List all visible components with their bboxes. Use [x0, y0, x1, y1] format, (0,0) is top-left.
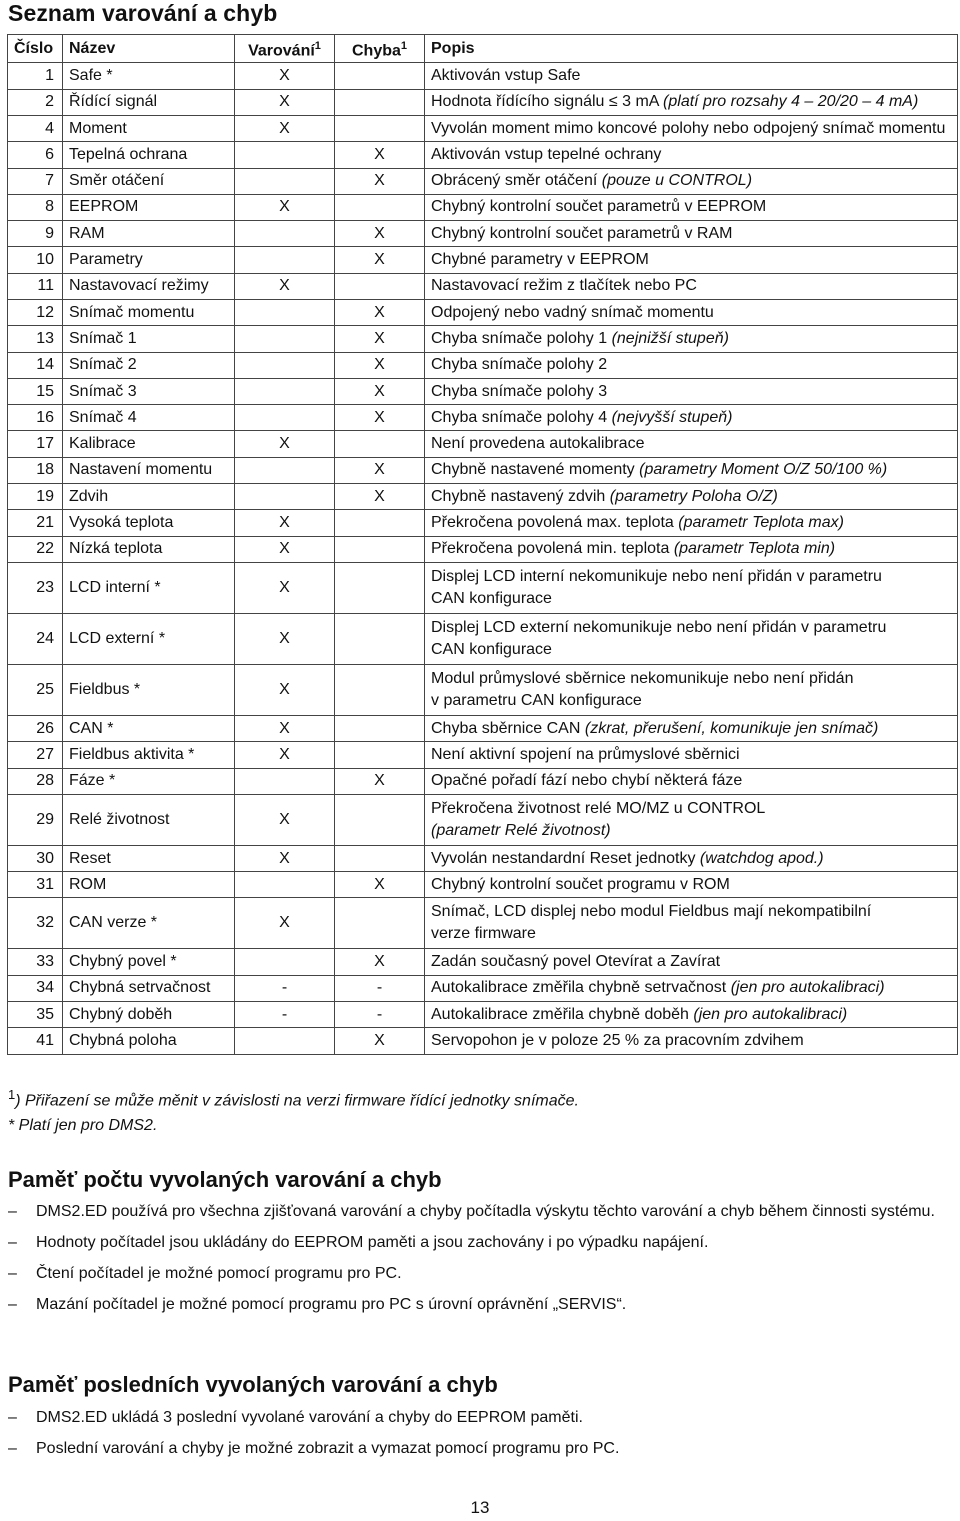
section-heading-counters: Paměť počtu vyvolaných varování a chyb — [8, 1167, 442, 1192]
cell-num: 30 — [8, 845, 63, 871]
cell-warning: X — [235, 845, 335, 871]
desc-text: Chyba snímače polohy 3 — [431, 382, 608, 400]
cell-desc — [425, 168, 958, 194]
cell-desc — [425, 405, 958, 431]
cell-num: 23 — [8, 562, 63, 613]
cell-num: 29 — [8, 794, 63, 845]
section-heading-last: Paměť posledních vyvolaných varování a chyb — [8, 1372, 498, 1397]
footnote-1: $^1$) Přiřazení se může měnit v závislosti na verzi firmware řídící jednotky snímače. — [8, 1087, 579, 1110]
cell-num: 19 — [8, 484, 63, 510]
cell-warning: X — [235, 898, 335, 949]
cell-desc — [425, 510, 958, 536]
cell-name: Chybná setrvačnost — [63, 975, 235, 1001]
cell-error — [335, 794, 425, 845]
cell-name: Tepelná ochrana — [63, 142, 235, 168]
cell-num: 33 — [8, 949, 63, 975]
cell-warning — [235, 457, 335, 483]
desc-text: Chyba sběrnice CAN — [431, 719, 581, 737]
cell-error — [335, 715, 425, 741]
cell-error — [335, 63, 425, 89]
desc-note: (platí pro rozsahy 4 – 20/20 – 4 mA) — [663, 93, 919, 111]
cell-name: Chybná poloha — [63, 1028, 235, 1054]
cell-error — [335, 742, 425, 768]
cell-warning: X — [235, 613, 335, 664]
cell-error — [335, 562, 425, 613]
desc-text: Snímač, LCD displej nebo modul Fieldbus mají nekompatibilní — [431, 903, 872, 921]
table-header-row — [8, 35, 958, 63]
header-desc: Popis — [425, 35, 958, 63]
table-row — [8, 300, 958, 326]
cell-error — [335, 431, 425, 457]
cell-num: 18 — [8, 457, 63, 483]
desc-text: Nastavovací režim z tlačítek nebo PC — [431, 277, 697, 295]
cell-num: 41 — [8, 1028, 63, 1054]
desc-text: Opačné pořadí fází nebo chybí některá fáze — [431, 772, 743, 790]
desc-text: Chyba snímače polohy 1 — [431, 329, 608, 347]
desc-note: (zkrat, přerušení, komunikuje jen snímač) — [584, 719, 879, 737]
desc-note: (parametry Poloha O/Z) — [609, 487, 778, 505]
cell-desc — [425, 1028, 958, 1054]
desc-text: Displej LCD interní nekomunikuje nebo není přidán v parametru — [431, 567, 882, 585]
cell-num: 25 — [8, 664, 63, 715]
cell-error — [335, 89, 425, 115]
cell-warning: X — [235, 431, 335, 457]
desc-text: Servopohon je v poloze 25 % za pracovním zdvihem — [431, 1031, 804, 1049]
cell-num: 24 — [8, 613, 63, 664]
cell-name: EEPROM — [63, 194, 235, 220]
cell-error: X — [335, 352, 425, 378]
cell-num: 9 — [8, 221, 63, 247]
desc-note: (nejvyšší stupeň) — [611, 408, 733, 426]
cell-name: Kalibrace — [63, 431, 235, 457]
cell-desc — [425, 1002, 958, 1028]
cell-desc — [425, 794, 958, 845]
cell-desc — [425, 536, 958, 562]
table-row — [8, 431, 958, 457]
cell-error: X — [335, 872, 425, 898]
cell-num: 31 — [8, 872, 63, 898]
cell-name: Reset — [63, 845, 235, 871]
cell-error: X — [335, 378, 425, 404]
cell-desc — [425, 845, 958, 871]
header-name: Název — [63, 35, 235, 63]
cell-error — [335, 115, 425, 141]
cell-warning: X — [235, 510, 335, 536]
cell-warning — [235, 872, 335, 898]
desc-text: Vyvolán moment mimo koncové polohy nebo odpojený snímač momentu — [431, 119, 946, 137]
cell-name: Relé životnost — [63, 794, 235, 845]
table-row — [8, 510, 958, 536]
list-item: – DMS2.ED používá pro všechna zjišťovaná varování a chyby počítadla výskytu těchto varování a chyb během činnosti systému. — [8, 1200, 958, 1224]
cell-num: 22 — [8, 536, 63, 562]
warnings-errors-table — [7, 34, 958, 1055]
desc-note-line2: (parametr Relé životnost) — [431, 821, 611, 839]
cell-name: Zdvih — [63, 484, 235, 510]
cell-error: X — [335, 168, 425, 194]
cell-name: CAN verze * — [63, 898, 235, 949]
desc-text: Obrácený směr otáčení — [431, 172, 598, 190]
desc-text: Chybný kontrolní součet parametrů v EEPROM — [431, 198, 767, 216]
table-row — [8, 247, 958, 273]
table-row — [8, 326, 958, 352]
cell-error: X — [335, 457, 425, 483]
table-row — [8, 142, 958, 168]
cell-name: Snímač 1 — [63, 326, 235, 352]
cell-name: Moment — [63, 115, 235, 141]
desc-note: (parametr Teplota max) — [678, 514, 844, 532]
cell-error: X — [335, 142, 425, 168]
table-row — [8, 457, 958, 483]
list-item: – Poslední varování a chyby je možné zobrazit a vymazat pomocí programu pro PC. — [8, 1437, 958, 1461]
desc-text-line2: v parametru CAN konfigurace — [431, 691, 642, 709]
desc-text-line2: CAN konfigurace — [431, 589, 552, 607]
desc-text: Chybné parametry v EEPROM — [431, 251, 649, 269]
cell-desc — [425, 63, 958, 89]
cell-name: LCD interní * — [63, 562, 235, 613]
cell-error: X — [335, 221, 425, 247]
cell-name: Chybný povel * — [63, 949, 235, 975]
cell-error: X — [335, 949, 425, 975]
cell-name: Parametry — [63, 247, 235, 273]
cell-warning: X — [235, 794, 335, 845]
cell-num: 32 — [8, 898, 63, 949]
cell-num: 11 — [8, 273, 63, 299]
cell-error: X — [335, 300, 425, 326]
table-row — [8, 484, 958, 510]
cell-desc — [425, 975, 958, 1001]
desc-text: Autokalibrace změřila chybně doběh — [431, 1005, 689, 1023]
cell-name: Snímač 3 — [63, 378, 235, 404]
header-warning: Varování$^1$ — [235, 35, 335, 63]
table-row — [8, 768, 958, 794]
cell-desc — [425, 715, 958, 741]
cell-desc — [425, 664, 958, 715]
cell-name: Snímač 2 — [63, 352, 235, 378]
table-row — [8, 1002, 958, 1028]
desc-text: Chybně nastavené momenty — [431, 461, 635, 479]
cell-num: 6 — [8, 142, 63, 168]
cell-name: Safe * — [63, 63, 235, 89]
cell-desc — [425, 352, 958, 378]
desc-text: Chyba snímače polohy 2 — [431, 356, 608, 374]
desc-text: Chybný kontrolní součet parametrů v RAM — [431, 224, 733, 242]
table-row — [8, 975, 958, 1001]
desc-text-line2: CAN konfigurace — [431, 640, 552, 658]
desc-text: Vyvolán nestandardní Reset jednotky — [431, 849, 696, 867]
list-item: – DMS2.ED ukládá 3 poslední vyvolané varování a chyby do EEPROM paměti. — [8, 1406, 958, 1430]
cell-warning — [235, 221, 335, 247]
desc-text: Aktivován vstup tepelné ochrany — [431, 145, 662, 163]
cell-num: 10 — [8, 247, 63, 273]
cell-warning: X — [235, 273, 335, 299]
cell-name: Nastavení momentu — [63, 457, 235, 483]
cell-num: 34 — [8, 975, 63, 1001]
cell-warning: X — [235, 115, 335, 141]
table-row — [8, 273, 958, 299]
table-row — [8, 89, 958, 115]
desc-text: Chyba snímače polohy 4 — [431, 408, 608, 426]
last-errors-list — [8, 1406, 958, 1468]
table-row — [8, 898, 958, 949]
cell-error — [335, 613, 425, 664]
cell-num: 13 — [8, 326, 63, 352]
cell-num: 2 — [8, 89, 63, 115]
footnote-2: * Platí jen pro DMS2. — [8, 1117, 158, 1135]
table-row — [8, 613, 958, 664]
desc-note: (nejnižší stupeň) — [611, 329, 729, 347]
table-row — [8, 742, 958, 768]
desc-text: Není aktivní spojení na průmyslové sběrnici — [431, 745, 740, 763]
cell-warning: X — [235, 89, 335, 115]
cell-num: 1 — [8, 63, 63, 89]
table-row — [8, 872, 958, 898]
cell-name: Snímač momentu — [63, 300, 235, 326]
cell-warning: X — [235, 742, 335, 768]
table-row — [8, 1028, 958, 1054]
table-row — [8, 352, 958, 378]
cell-num: 14 — [8, 352, 63, 378]
cell-warning: - — [235, 975, 335, 1001]
cell-warning: X — [235, 664, 335, 715]
table-row — [8, 115, 958, 141]
cell-error: - — [335, 1002, 425, 1028]
cell-warning: X — [235, 536, 335, 562]
cell-warning: X — [235, 715, 335, 741]
cell-warning — [235, 1028, 335, 1054]
desc-text: Autokalibrace změřila chybně setrvačnost — [431, 979, 727, 997]
cell-desc — [425, 768, 958, 794]
cell-error — [335, 194, 425, 220]
cell-desc — [425, 300, 958, 326]
table-row — [8, 794, 958, 845]
desc-note: (parametr Teplota min) — [673, 540, 836, 558]
cell-desc — [425, 898, 958, 949]
cell-desc — [425, 115, 958, 141]
cell-desc — [425, 484, 958, 510]
cell-name: Řídící signál — [63, 89, 235, 115]
cell-name: CAN * — [63, 715, 235, 741]
cell-error: X — [335, 1028, 425, 1054]
cell-desc — [425, 742, 958, 768]
footnotes — [8, 1082, 579, 1138]
desc-note: (parametry Moment O/Z 50/100 %) — [639, 461, 888, 479]
cell-name: Nízká teplota — [63, 536, 235, 562]
cell-error — [335, 898, 425, 949]
cell-warning — [235, 142, 335, 168]
header-num: Číslo — [8, 35, 63, 63]
cell-warning — [235, 300, 335, 326]
table-row — [8, 63, 958, 89]
page-number: 13 — [470, 1498, 490, 1517]
cell-name: Fieldbus aktivita * — [63, 742, 235, 768]
cell-warning — [235, 352, 335, 378]
cell-error: X — [335, 484, 425, 510]
cell-desc — [425, 326, 958, 352]
cell-desc — [425, 273, 958, 299]
list-item: – Čtení počítadel je možné pomocí programu pro PC. — [8, 1262, 958, 1286]
cell-desc — [425, 562, 958, 613]
cell-desc — [425, 378, 958, 404]
cell-desc — [425, 457, 958, 483]
cell-name: Směr otáčení — [63, 168, 235, 194]
desc-note: (watchdog apod.) — [699, 849, 824, 867]
cell-name: Chybný doběh — [63, 1002, 235, 1028]
desc-note: (pouze u CONTROL) — [601, 172, 753, 190]
desc-note: (jen pro autokalibraci) — [730, 979, 885, 997]
cell-error — [335, 510, 425, 536]
table-row — [8, 221, 958, 247]
cell-name: Nastavovací režimy — [63, 273, 235, 299]
desc-text: Zadán současný povel Otevírat a Zavírat — [431, 953, 721, 971]
cell-num: 27 — [8, 742, 63, 768]
desc-note: (jen pro autokalibraci) — [693, 1005, 848, 1023]
cell-warning — [235, 405, 335, 431]
cell-error: X — [335, 768, 425, 794]
cell-desc — [425, 221, 958, 247]
cell-error — [335, 664, 425, 715]
desc-text: Překročena povolená max. teplota — [431, 514, 674, 532]
table-row — [8, 405, 958, 431]
list-item: – Hodnoty počítadel jsou ukládány do EEPROM paměti a jsou zachovány i po výpadku napájení. — [8, 1231, 958, 1255]
cell-desc — [425, 431, 958, 457]
cell-name: Fieldbus * — [63, 664, 235, 715]
cell-num: 8 — [8, 194, 63, 220]
cell-warning: - — [235, 1002, 335, 1028]
cell-warning — [235, 326, 335, 352]
cell-num: 21 — [8, 510, 63, 536]
cell-name: Snímač 4 — [63, 405, 235, 431]
cell-num: 28 — [8, 768, 63, 794]
cell-num: 15 — [8, 378, 63, 404]
cell-warning — [235, 768, 335, 794]
cell-desc — [425, 247, 958, 273]
cell-warning — [235, 949, 335, 975]
cell-error — [335, 536, 425, 562]
cell-error — [335, 273, 425, 299]
desc-text: Překročena povolená min. teplota — [431, 540, 670, 558]
cell-warning: X — [235, 194, 335, 220]
cell-desc — [425, 613, 958, 664]
cell-num: 4 — [8, 115, 63, 141]
cell-name: LCD externí * — [63, 613, 235, 664]
cell-num: 35 — [8, 1002, 63, 1028]
desc-text: Odpojený nebo vadný snímač momentu — [431, 303, 714, 321]
table-row — [8, 194, 958, 220]
cell-error: X — [335, 247, 425, 273]
cell-desc — [425, 194, 958, 220]
table-row — [8, 378, 958, 404]
table-row — [8, 562, 958, 613]
cell-warning — [235, 247, 335, 273]
cell-warning — [235, 168, 335, 194]
cell-warning — [235, 378, 335, 404]
desc-text: Chybně nastavený zdvih — [431, 487, 606, 505]
cell-desc — [425, 949, 958, 975]
cell-name: Vysoká teplota — [63, 510, 235, 536]
cell-name: RAM — [63, 221, 235, 247]
table-row — [8, 536, 958, 562]
cell-num: 7 — [8, 168, 63, 194]
cell-name: Fáze * — [63, 768, 235, 794]
cell-warning — [235, 484, 335, 510]
desc-text: Hodnota řídícího signálu ≤ 3 mA — [431, 93, 659, 111]
desc-text: Chybný kontrolní součet programu v ROM — [431, 875, 730, 893]
header-error: Chyba$^1$ — [335, 35, 425, 63]
cell-warning: X — [235, 63, 335, 89]
cell-num: 12 — [8, 300, 63, 326]
cell-desc — [425, 89, 958, 115]
table-row — [8, 168, 958, 194]
cell-desc — [425, 142, 958, 168]
cell-num: 17 — [8, 431, 63, 457]
cell-error — [335, 845, 425, 871]
counters-list — [8, 1200, 958, 1324]
page-title: Seznam varování a chyb — [8, 0, 278, 26]
desc-text-line2: verze firmware — [431, 925, 536, 943]
cell-error: X — [335, 405, 425, 431]
table-row — [8, 949, 958, 975]
cell-error: - — [335, 975, 425, 1001]
table-row — [8, 845, 958, 871]
cell-num: 26 — [8, 715, 63, 741]
cell-warning: X — [235, 562, 335, 613]
table-row — [8, 664, 958, 715]
table-row — [8, 715, 958, 741]
desc-text: Aktivován vstup Safe — [431, 66, 581, 84]
cell-error: X — [335, 326, 425, 352]
cell-desc — [425, 872, 958, 898]
desc-text: Displej LCD externí nekomunikuje nebo není přidán v parametru — [431, 618, 887, 636]
cell-name: ROM — [63, 872, 235, 898]
desc-text: Modul průmyslové sběrnice nekomunikuje nebo není přidán — [431, 669, 854, 687]
desc-text: Není provedena autokalibrace — [431, 435, 645, 453]
desc-text: Překročena životnost relé MO/MZ u CONTROL — [431, 799, 766, 817]
list-item: – Mazání počítadel je možné pomocí programu pro PC s úrovní oprávnění „SERVIS“. — [8, 1293, 958, 1317]
cell-num: 16 — [8, 405, 63, 431]
